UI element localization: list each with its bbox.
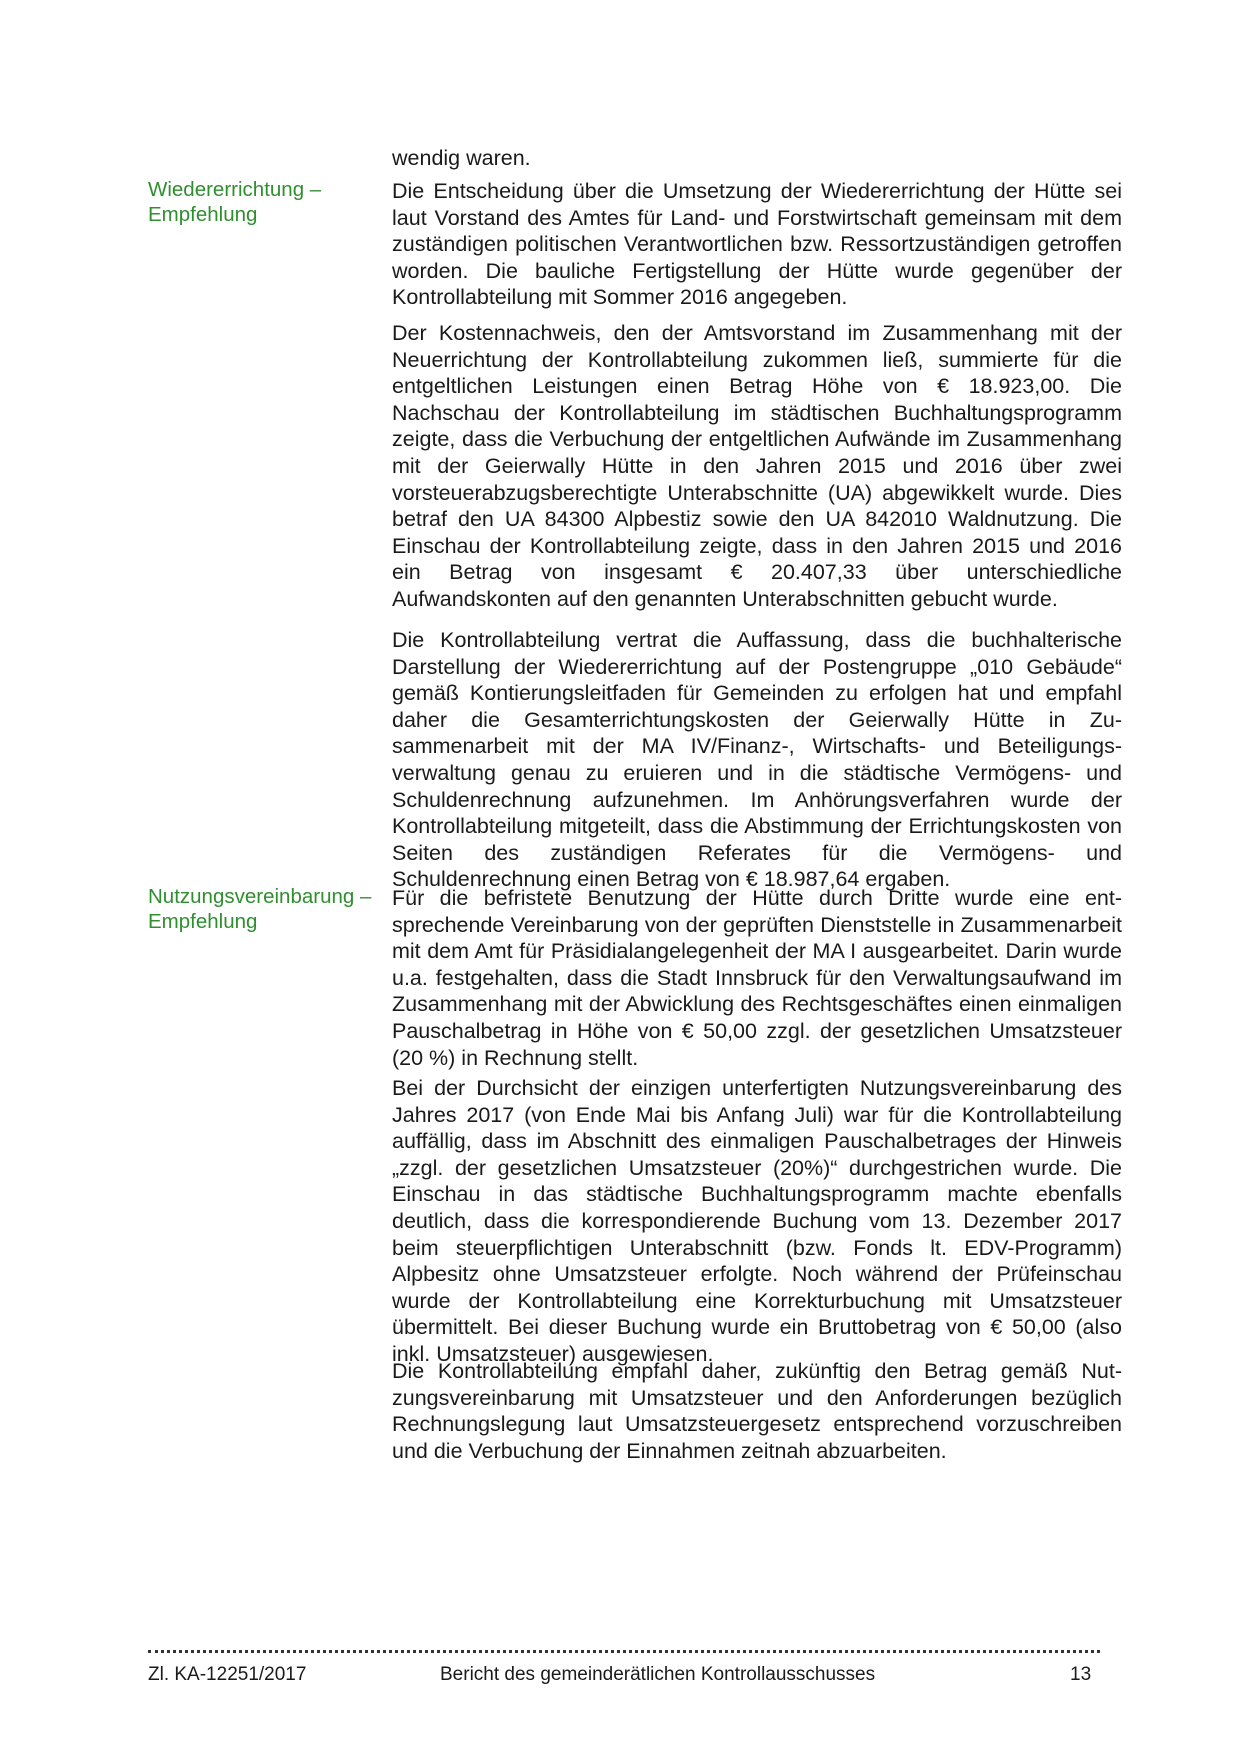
footer-dotted-rule — [148, 1640, 1100, 1653]
margin-note-nutzungsvereinbarung: Nutzungsvereinbarung – Empfehlung — [148, 885, 372, 933]
paragraph-entscheidung: Die Entscheidung über die Umsetzung der Wiedererrichtung der Hütte sei laut Vorstand des Amtes für Land- und Forstwirtschaft gemeinsam mit dem zuständigen politischen Verantwortlichen bzw. Ressortzuständigen getroffen worden. Die bauliche Fertigstellung der Hütte wurde gegenüber der Kontrollabteilung mit Sommer 2016 angegeben. — [392, 179, 1122, 310]
footer-title: Bericht des gemeinderätlichen Kontrollausschusses — [440, 1664, 876, 1685]
paragraph-durchsicht: Bei der Durchsicht der einzigen unterfertigten Nutzungsvereinbarung des Jahres 2017 (von Ende Mai bis Anfang Juli) war für die Kontrollabteilung auffällig, dass im Abschnitt des einmaligen Pauschalbetrages der Hinweis „zzgl. der gesetzlichen Umsatzsteuer (20%)“ durchgestrichen wurde. Die Einschau in das städtische Buchhaltungsprogramm machte ebenfalls deutlich, dass die korrespondierende Buchung vom 13. Dezember 2017 beim steuerpflichtigen Unterabschnitt (bzw. Fonds lt. EDV-Programm) Alpbesitz ohne Umsatzsteuer erfolgte. Noch während der Prüfeinschau wurde der Kontrollabteilung eine Korrekturbuchung mit Umsatzsteuer übermittelt. Bei dieser Buchung wurde ein Bruttobetrag von € 50,00 (also inkl. Umsatzsteuer) ausgewiesen. — [392, 1076, 1122, 1366]
paragraph-continuation: wendig waren. — [392, 146, 531, 170]
page-number: 13 — [1070, 1664, 1092, 1685]
paragraph-befristete-benutzung: Für die befristete Benutzung der Hütte durch Dritte wurde eine entsprechende Vereinbarung von der geprüften Dienststelle in Zusammenarbeit mit dem Amt für Präsidialangelegenheit der MA I ausgearbeitet. Darin wurde u.a. festgehalten, dass die Stadt Innsbruck für den Verwaltungsaufwand im Zusammenhang mit der Abwicklung des Rechtsgeschäftes einen einmaligen Pauschalbetrag in Höhe von € 50,00 zzgl. der gesetzlichen Umsatzsteuer (20 %) in Rechnung stellt. — [392, 886, 1122, 1070]
paragraph-auffassung: Die Kontrollabteilung vertrat die Auffassung, dass die buchhalterische Darstellung der Wiedererrichtung auf der Postengruppe „010 Gebäude“ gemäß Kontierungsleitfaden für Gemeinden zu erfolgen hat und empfahl daher die Gesamterrichtungskosten der Geierwally Hütte in Zusammenarbeit mit der MA IV/Finanz-, Wirtschafts- und Beteiligungsverwaltung genau zu eruieren und in die städtische Vermögens- und Schuldenrechnung aufzunehmen. Im Anhörungsverfahren wurde der Kontrollabteilung mitgeteilt, dass die Abstimmung der Errichtungskosten von Seiten des zuständigen Referates für die Vermögens- und Schuldenrechnung einen Betrag von € 18.987,64 ergaben. — [392, 628, 1122, 892]
paragraph-kostennachweis: Der Kostennachweis, den der Amtsvorstand im Zusammenhang mit der Neuerrichtung der Kontrollabteilung zukommen ließ, summierte für die entgeltlichen Leistungen einen Betrag Höhe von € 18.923,00. Die Nachschau der Kontrollabteilung im städtischen Buchhaltungsprogramm zeigte, dass die Verbuchung der entgeltlichen Aufwände im Zusammenhang mit der Geierwally Hütte in den Jahren 2015 und 2016 über zwei vorsteuerabzugsberechtigte Unterabschnitte (UA) abgewikkelt wurde. Dies betraf den UA 84300 Alpbestiz sowie den UA 842010 Waldnutzung. Die Einschau der Kontrollabteilung zeigte, dass in den Jahren 2015 und 2016 ein Betrag von insgesamt € 20.407,33 über unterschiedliche Aufwandskonten auf den genannten Unterabschnitten gebucht wurde. — [392, 321, 1122, 611]
paragraph-empfehlung: Die Kontrollabteilung empfahl daher, zukünftig den Betrag gemäß Nutzungsvereinbarung mit Umsatzsteuer und den Anforderungen bezüglich Rechnungslegung laut Umsatzsteuergesetz entsprechend vorzuschreiben und die Verbuchung der Einnahmen zeitnah abzuarbeiten. — [392, 1359, 1122, 1463]
footer-reference: Zl. KA-12251/2017 — [148, 1664, 307, 1685]
margin-note-wiedererrichtung: Wiedererrichtung – Empfehlung — [148, 178, 322, 226]
